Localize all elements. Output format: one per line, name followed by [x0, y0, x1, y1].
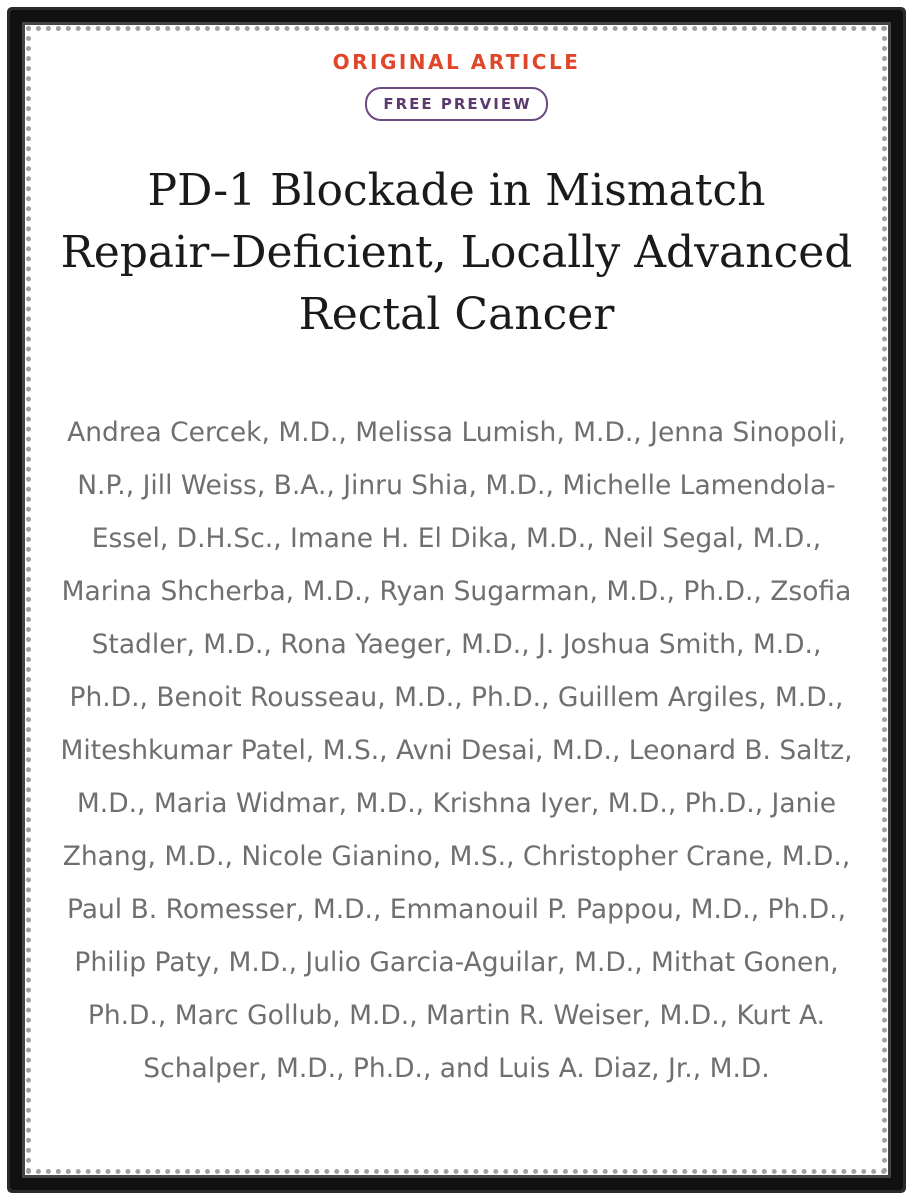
author-list: Andrea Cercek, M.D., Melissa Lumish, M.D., Jenna Sinopoli, N.P., Jill Weiss, B.A., Jinru Shia, M.D., Michelle Lamendola-Essel, D.H.Sc., Imane H. El Dika, M.D., Neil Segal, M.D., Marina Shcherba, M.D., Ryan Sugarman, M.D., Ph.D., Zsofia Stadler, M.D., Rona Yaeger, M.D., J. Joshua Smith, M.D., Ph.D., Benoit Rousseau, M.D., Ph.D., Guillem Argiles, M.D., Miteshkumar Patel, M.S., Avni Desai, M.D., Leonard B. Saltz, M.D., Maria Widmar, M.D., Krishna Iyer, M.D., Ph.D., Janie Zhang, M.D., Nicole Gianino, M.S., Christopher Crane, M.D., Paul B. Romesser, M.D., Emmanouil P. Pappou, M.D., Ph.D., Philip Paty, M.D., Julio Garcia-Aguilar, M.D., Mithat Gonen, Ph.D., Marc Gollub, M.D., Martin R. Weiser, M.D., Kurt A. Schalper, M.D., Ph.D., and Luis A. Diaz, Jr., M.D. — [60, 417, 853, 1084]
article-title: PD-1 Blockade in Mismatch Repair–Deficient, Locally Advanced Rectal Cancer — [60, 165, 853, 340]
badge-container — [0, 87, 913, 121]
free-preview-badge: FREE PREVIEW — [365, 87, 547, 121]
article-type-label: ORIGINAL ARTICLE — [332, 50, 581, 74]
